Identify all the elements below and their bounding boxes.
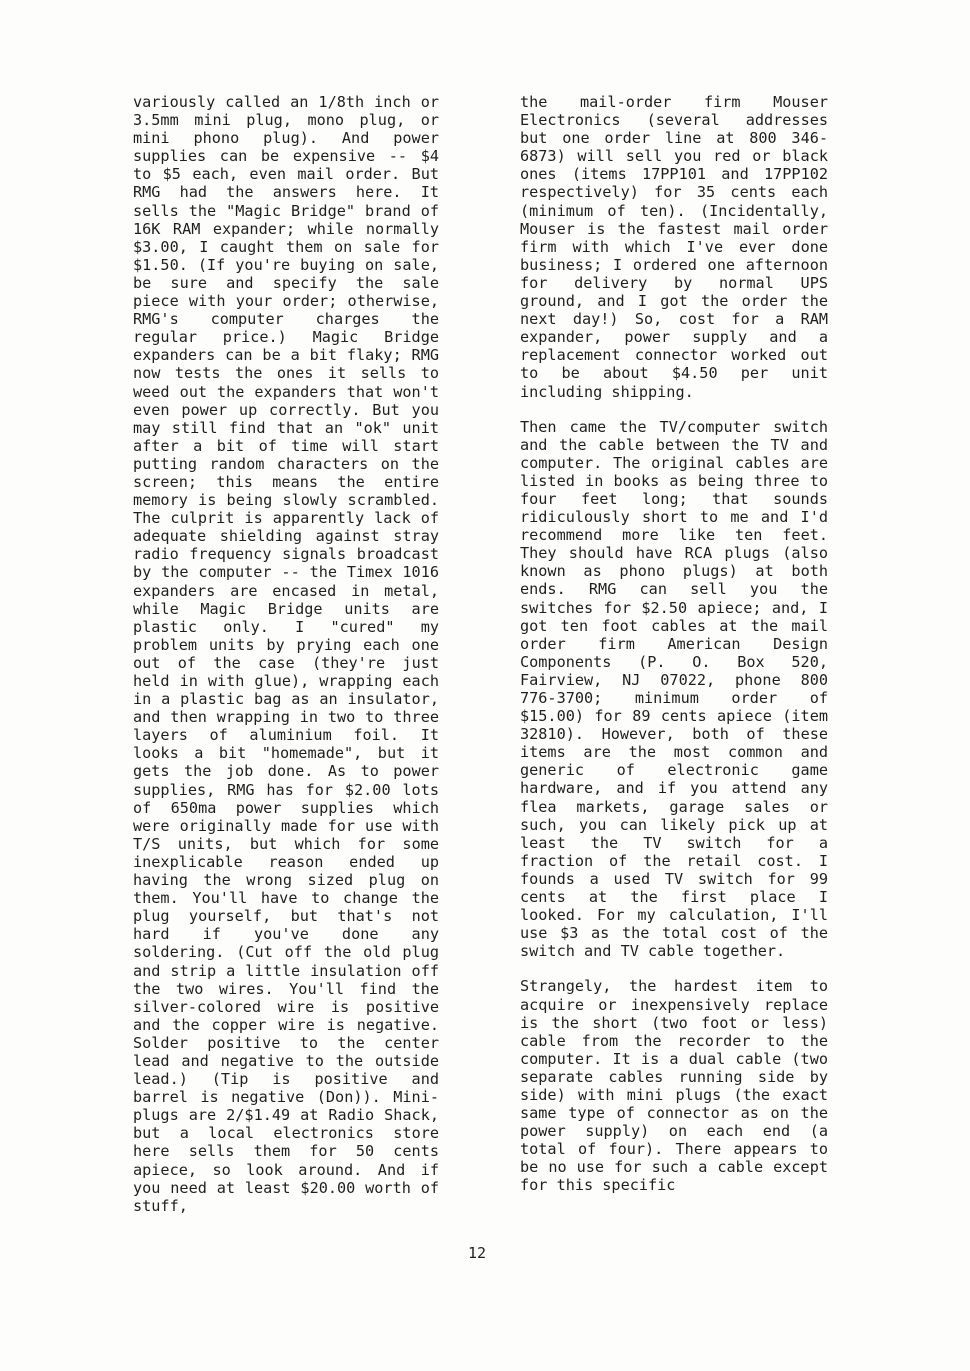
page-number: 12 [468, 1244, 487, 1262]
left-paragraph-1: variously called an 1/8th inch or 3.5mm mini plug, mono plug, or mini phono plug). And power supplies can be expensive -- $4 to $5 each, even mail order. But RMG had the answers here. It sells the "Magic Bridge" brand of 16K RAM expander; while normally $3.00, I caught them on sale for $1.50. (If you're buying on sale, be sure and specify the sale piece with your order; otherwise, RMG's computer charges the regular price.) Magic Bridge expanders can be a bit flaky; RMG now tests the ones it sells to weed out the expanders that won't even power up correctly. But you may still find that an "ok" unit after a bit of time will start putting random characters on the screen; this means the entire memory is being slowly scrambled. The culprit is apparently lack of adequate shielding against stray radio frequency signals broadcast by the computer -- the Timex 1016 expanders are encased in metal, while Magic Bridge units are plastic only. I "cured" my problem units by prying each one out of the case (they're just held in with glue), wrapping each in a plastic bag as an insulator, and then wrapping in two to three layers of aluminium foil. It looks a bit "homemade", but it gets the job done. As to power supplies, RMG has for $2.00 lots of 650ma power supplies which were originally made for use with T/S units, but which for some inexplicable reason ended up having the wrong sized plug on them. You'll have to change the plug yourself, but that's not hard if you've done any soldering. (Cut off the old plug and strip a little insulation off the two wires. You'll find the silver-colored wire is positive and the copper wire is negative. Solder positive to the center lead and negative to the outside lead.) (Tip is positive and barrel is negative (Don)). Mini-plugs are 2/$1.49 at Radio Shack, but a local electronics store here sells them for 50 cents apiece, so look around. And if you need at least $20.00 worth of stuff, [133, 93, 439, 1215]
right-paragraph-1: the mail-order firm Mouser Electronics (several addresses but one order line at 800 346-6873) will sell you red or black ones (items 17PP101 and 17PP102 respectively) for 35 cents each (minimum of ten). (Incidentally, Mouser is the fastest mail order firm with which I've ever done business; I ordered one afternoon for delivery by normal UPS ground, and I got the order the next day!) So, cost for a RAM expander, power supply and a replacement connector worked out to be about $4.50 per unit including shipping. [520, 93, 828, 401]
right-paragraph-3: Strangely, the hardest item to acquire or inexpensively replace is the short (two foot or less) cable from the recorder to the computer. It is a dual cable (two separate cables running side by side) with mini plugs (the exact same type of connector as on the power supply) on each end (a total of four). There appears to be no use for such a cable except for this specific [520, 977, 828, 1195]
right-column [520, 93, 828, 1212]
right-paragraph-2: Then came the TV/computer switch and the cable between the TV and computer. The original cables are listed in books as being three to four feet long; that sounds ridiculously short to me and I'd recommend more like ten feet. They should have RCA plugs (also known as phono plugs) at both ends. RMG can sell you the switches for $2.50 apiece; and, I got ten foot cables at the mail order firm American Design Components (P. O. Box 520, Fairview, NJ 07022, phone 800 776-3700; minimum order of $15.00) for 89 cents apiece (item 32810). However, both of these items are the most common and generic of electronic game hardware, and if you attend any flea markets, garage sales or such, you can likely pick up at least the TV switch for a fraction of the retail cost. I founds a used TV switch for 99 cents at the first place I looked. For my calculation, I'll use $3 as the total cost of the switch and TV cable together. [520, 417, 828, 961]
left-column [133, 93, 439, 1232]
